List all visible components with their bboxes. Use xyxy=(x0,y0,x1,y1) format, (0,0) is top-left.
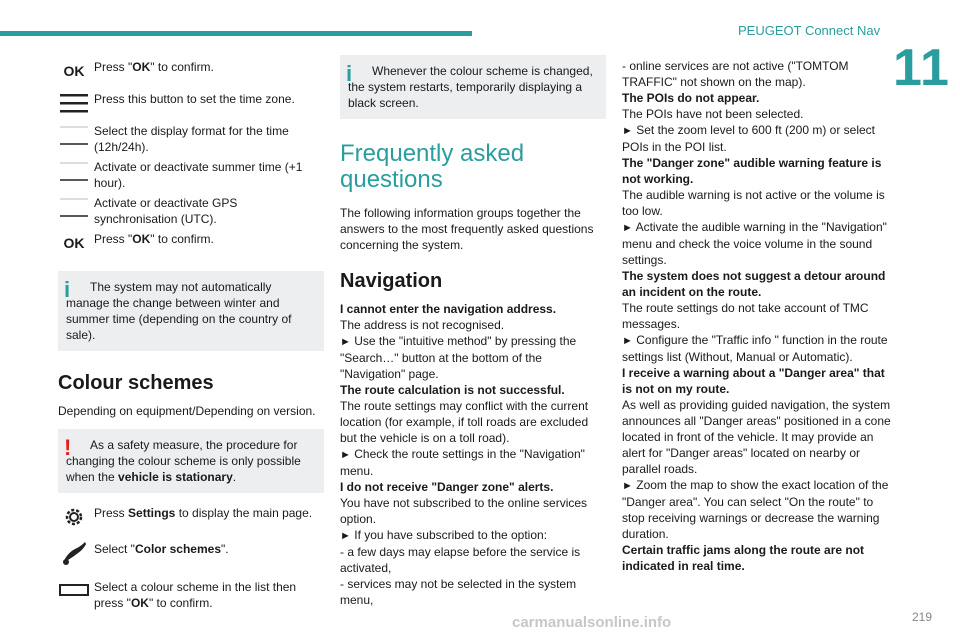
faq-step: ► Configure the "Traffic info " function in the route settings list (Without, Manual or Automatic). xyxy=(622,333,888,364)
faq-answer: The POIs have not been selected. xyxy=(622,107,804,121)
step-row xyxy=(58,87,324,119)
step-text: Press "OK" to confirm. xyxy=(94,232,214,246)
info-note xyxy=(58,271,324,351)
faq-step: ► Check the route settings in the "Navigation" menu. xyxy=(340,447,585,478)
faq-question: The "Danger zone" audible warning feature is not working. xyxy=(622,156,882,186)
palette-icon xyxy=(58,537,90,569)
info-note xyxy=(340,55,606,119)
step-row xyxy=(58,155,324,191)
step-text: Press Settings to display the main page. xyxy=(94,506,313,520)
step-row xyxy=(58,537,324,569)
step-text: Activate or deactivate summer time (+1 hour). xyxy=(94,160,303,190)
step-row xyxy=(58,119,324,155)
faq-list-item: - online services are not active ("TOMTOM TRAFFIC" not shown on the map). xyxy=(622,59,849,89)
header-rule xyxy=(0,31,472,36)
faq-title: Frequently asked questions xyxy=(340,140,525,193)
step-text: Select the display format for the time (12h/24h). xyxy=(94,124,289,154)
time-zone-icon xyxy=(58,87,90,119)
faq-list-item: - a few days may elapse before the service is activated, xyxy=(340,545,581,575)
column-1 xyxy=(58,55,324,611)
ok-icon: OK xyxy=(63,235,85,251)
chapter-number: 11 xyxy=(893,39,950,97)
section-heading: Navigation xyxy=(340,270,443,292)
info-note-text: Whenever the colour scheme is changed, the system restarts, temporarily displaying a black screen. xyxy=(348,64,593,110)
step-row xyxy=(58,227,324,259)
info-note-text: The system may not automatically manage the change between winter and summer time (depending on the country of sale). xyxy=(66,280,292,342)
section-intro: Depending on equipment/Depending on version. xyxy=(58,404,316,418)
step-row xyxy=(58,501,324,533)
toggle-icon xyxy=(58,191,90,223)
faq-answer: You have not subscribed to the online services option. xyxy=(340,496,588,526)
watermark: carmanualsonline.info xyxy=(512,614,672,631)
faq-question: I do not receive "Danger zone" alerts. xyxy=(340,480,554,494)
faq-question: Certain traffic jams along the route are not indicated in real time. xyxy=(622,543,865,573)
faq-step: ► Activate the audible warning in the "Navigation" menu and check the voice volume in the sound settings. xyxy=(622,220,887,267)
section-heading: Colour schemes xyxy=(58,372,214,394)
faq-answer: The route settings may conflict with the current location (for example, if toll roads are excluded but the vehicle is on a toll road). xyxy=(340,399,589,445)
faq-answer: The address is not recognised. xyxy=(340,318,505,332)
step-row xyxy=(58,55,324,87)
faq-answer: The route settings do not take account of TMC messages. xyxy=(622,301,869,331)
info-icon: i xyxy=(346,61,353,86)
column-2 xyxy=(340,55,606,608)
warning-icon: ! xyxy=(64,435,72,460)
header-title: PEUGEOT Connect Nav xyxy=(738,23,881,38)
faq-step: ► Set the zoom level to 600 ft (200 m) or select POIs in the POI list. xyxy=(622,123,876,154)
warning-note-text: As a safety measure, the procedure for changing the colour scheme is only possible when the vehicle is stationary. xyxy=(66,438,301,484)
faq-question: The route calculation is not successful. xyxy=(340,383,565,397)
faq-intro: The following information groups together the answers to the most frequently asked questions concerning the system. xyxy=(340,206,594,252)
faq-list-item: - services may not be selected in the system menu, xyxy=(340,577,577,607)
step-text: Press this button to set the time zone. xyxy=(94,92,295,106)
step-row xyxy=(58,191,324,227)
step-text: Select a colour scheme in the list then press "OK" to confirm. xyxy=(94,580,297,610)
step-text: Activate or deactivate GPS synchronisation (UTC). xyxy=(94,196,238,226)
page-number: 219 xyxy=(912,610,933,624)
warning-note xyxy=(58,429,324,493)
gear-icon xyxy=(58,501,90,533)
faq-answer: The audible warning is not active or the volume is too low. xyxy=(622,188,885,218)
faq-step: ► Use the "intuitive method" by pressing the "Search…" button at the bottom of the "Navigation" page. xyxy=(340,334,577,381)
toggle-icon xyxy=(58,119,90,151)
faq-step: ► Zoom the map to show the exact location of the "Danger area". You can select "On the route" to stop receiving warnings or decrease the warning duration. xyxy=(622,478,889,541)
list-select-icon xyxy=(58,575,90,607)
faq-answer: As well as providing guided navigation, the system announces all "Danger areas" positioned in a cone located in front of the vehicle. It may provide an alert for "Danger areas" located on nearby or parallel roads. xyxy=(622,398,891,476)
ok-icon: OK xyxy=(63,63,85,79)
step-text: Press "OK" to confirm. xyxy=(94,60,214,74)
step-row xyxy=(58,575,324,611)
faq-question: The system does not suggest a detour around an incident on the route. xyxy=(622,269,886,299)
faq-question: The POIs do not appear. xyxy=(622,91,760,105)
column-3 xyxy=(622,58,892,574)
info-icon: i xyxy=(64,277,71,302)
faq-step: ► If you have subscribed to the option: xyxy=(340,528,548,542)
toggle-icon xyxy=(58,155,90,187)
faq-question: I cannot enter the navigation address. xyxy=(340,302,557,316)
faq-question: I receive a warning about a "Danger area" that is not on my route. xyxy=(622,366,885,396)
step-text: Select "Color schemes". xyxy=(94,542,229,556)
